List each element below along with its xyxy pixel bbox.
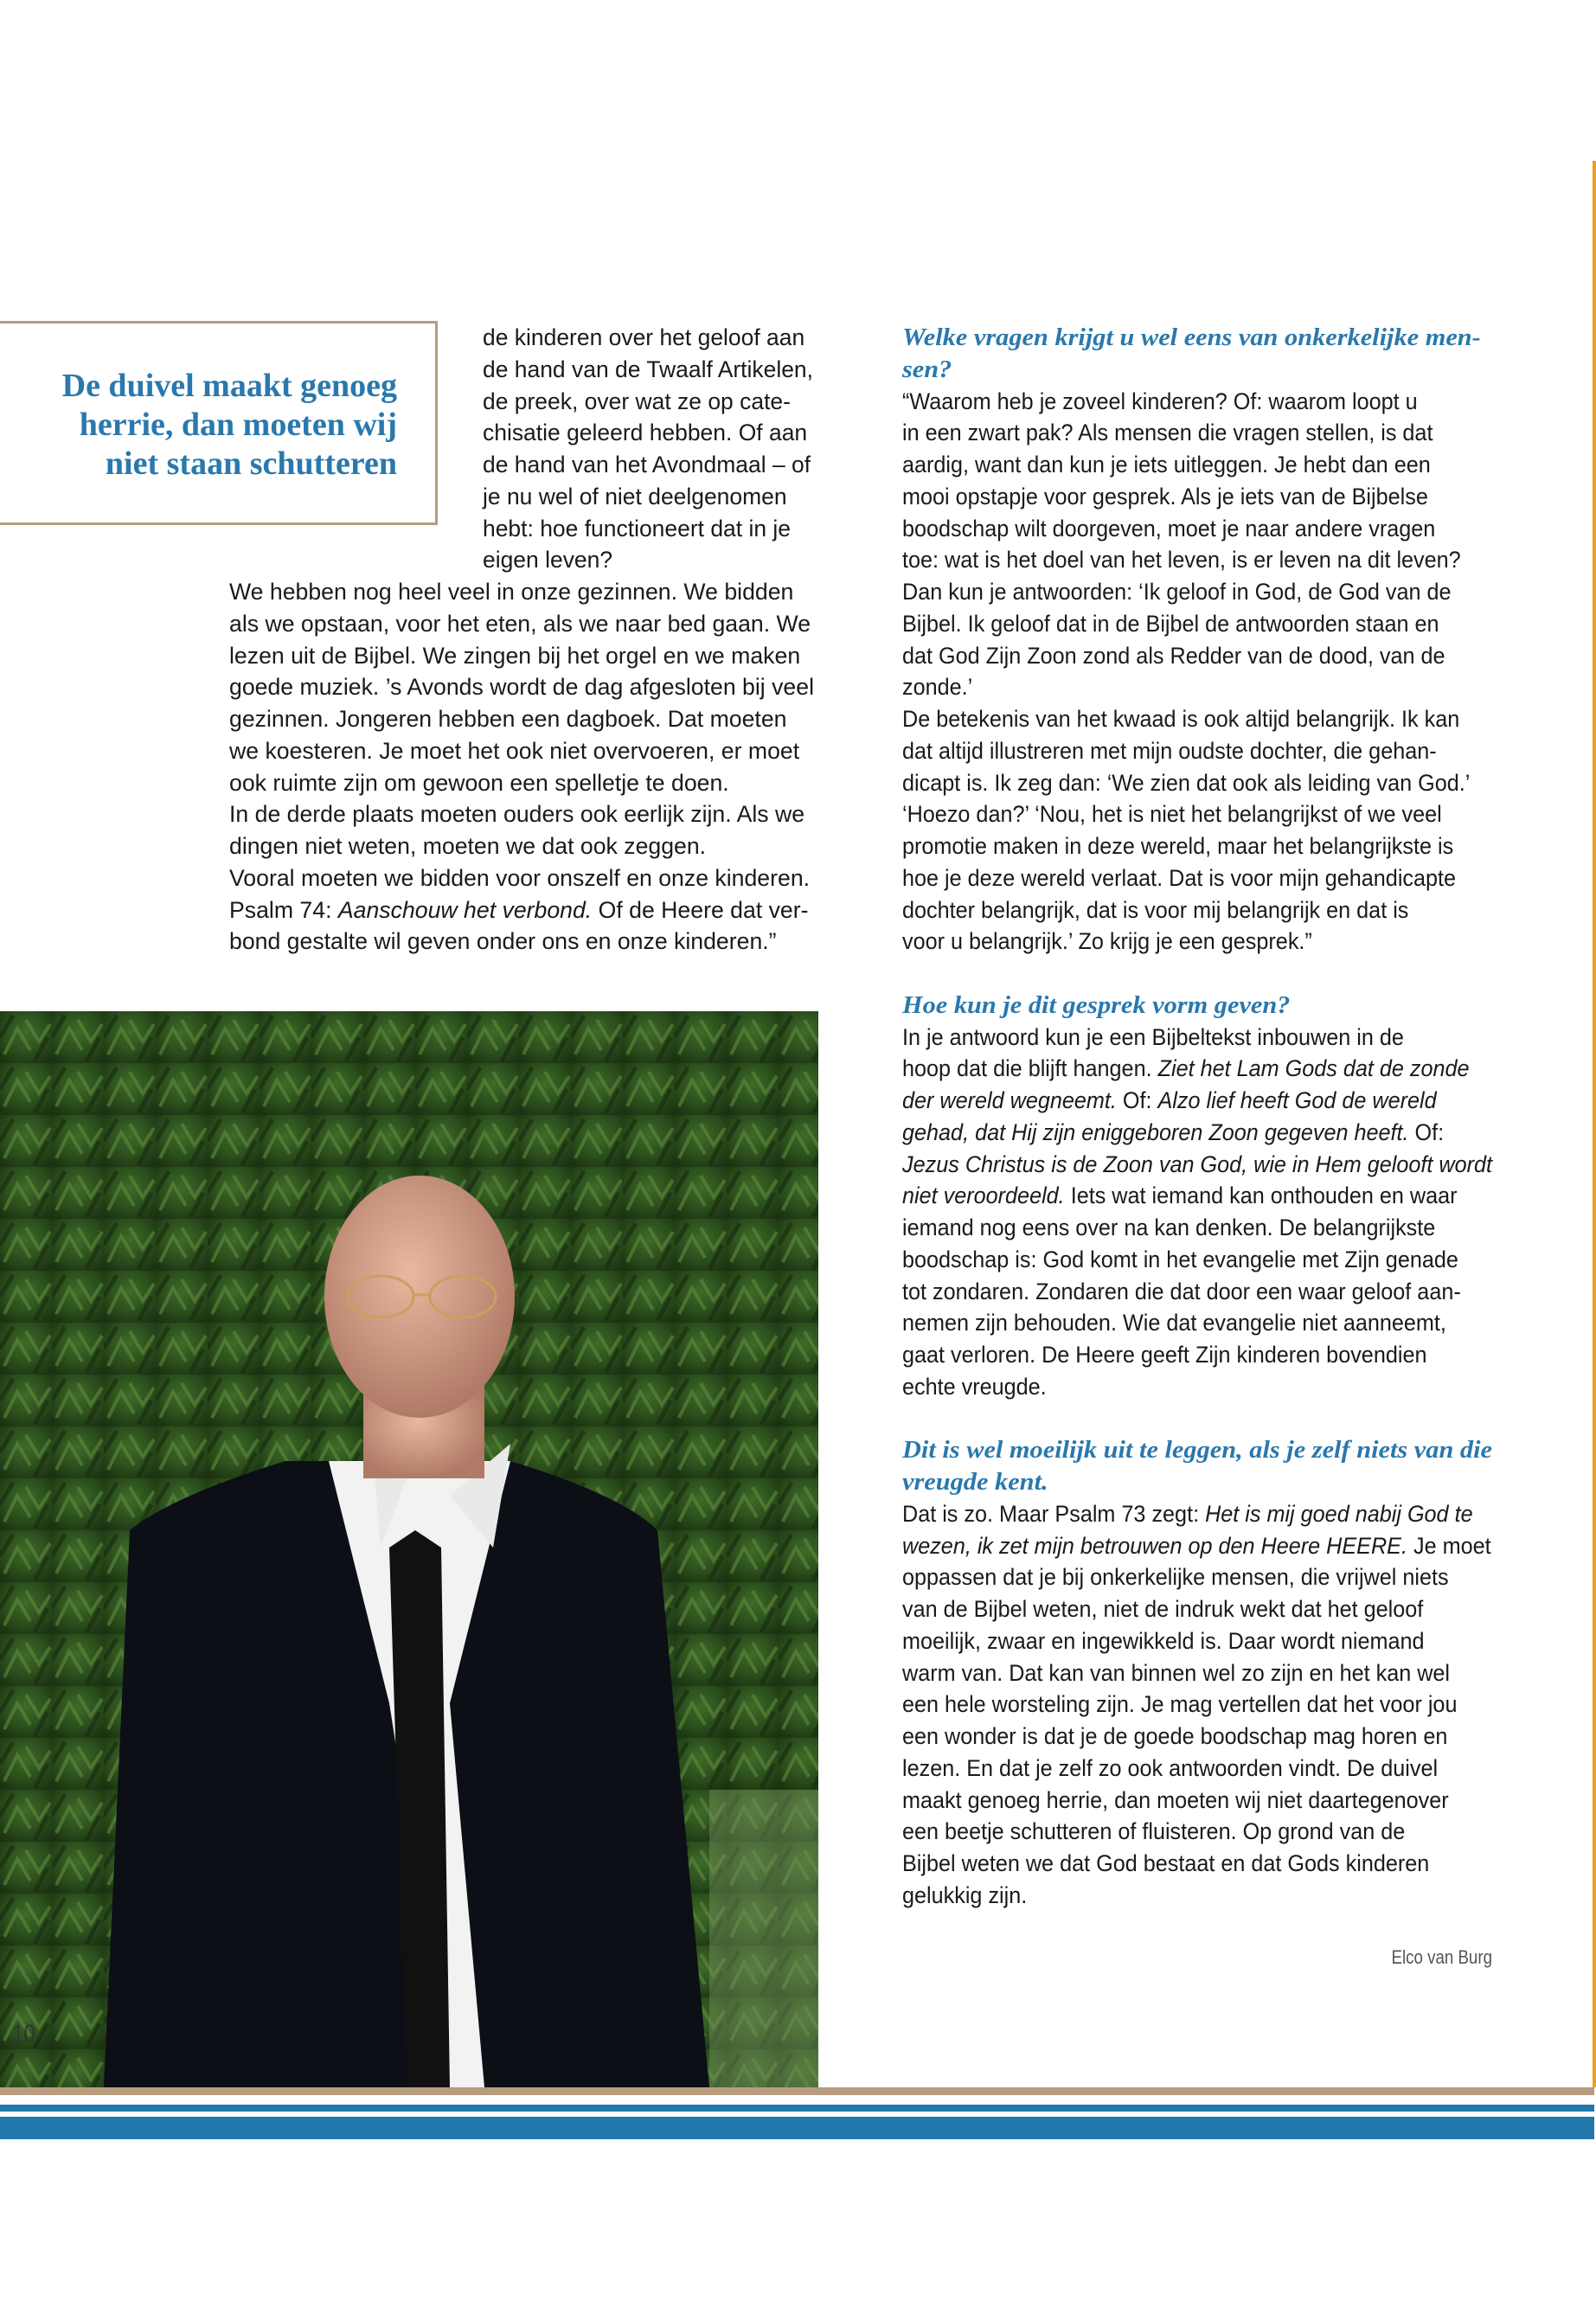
line-content xyxy=(902,1880,1027,1912)
text-run: bond gestalte wil geven onder ons en onze kinderen.” xyxy=(229,928,777,955)
line-content xyxy=(902,1022,1404,1054)
text-line xyxy=(902,1149,1535,1181)
text-line xyxy=(902,1339,1535,1371)
text-line xyxy=(902,640,1535,672)
line-content xyxy=(902,1753,1438,1785)
line-content xyxy=(902,354,952,386)
line-content xyxy=(902,322,1481,354)
line-content xyxy=(902,1657,1450,1689)
text-run: de preek, over wat ze op cate- xyxy=(483,388,791,414)
text-run: Psalm 74: xyxy=(229,896,338,923)
line-content xyxy=(229,894,809,926)
text-run: dat altijd illustreren met mijn oudste dochter, die gehan- xyxy=(902,737,1437,764)
text-line xyxy=(902,1022,1535,1054)
text-line xyxy=(902,1498,1535,1530)
text-run: In de derde plaats moeten ouders ook eerlijk zijn. Als we xyxy=(229,801,805,828)
text-run: Dit is wel moeilijk uit te leggen, als je zelf niets van die xyxy=(902,1436,1492,1465)
line-content xyxy=(902,1466,1048,1498)
text-line xyxy=(902,1753,1535,1785)
text-run: ook ruimte zijn om gewoon een spelletje te doen. xyxy=(229,769,729,796)
text-line xyxy=(902,386,1535,418)
pull-quote-box xyxy=(0,321,438,525)
line-content xyxy=(902,544,1461,576)
line-content xyxy=(483,417,807,449)
italic-text-run: Alzo lief heeft God de wereld xyxy=(1157,1087,1437,1113)
blue-footer-stripe xyxy=(0,2105,1594,2112)
pull-quote-line: De duivel maakt genoeg xyxy=(61,368,397,404)
text-run: boodschap is: God komt in het evangelie met Zijn genade xyxy=(902,1246,1458,1272)
text-run: nemen zijn behouden. Wie dat evangelie niet aanneemt, xyxy=(902,1310,1446,1336)
left-column-bottom-text xyxy=(229,576,822,958)
italic-text-run: Het is mij goed nabij God te xyxy=(1205,1500,1473,1527)
line-content xyxy=(902,1244,1458,1276)
line-content xyxy=(902,1371,1047,1403)
text-line xyxy=(902,1180,1535,1212)
text-line xyxy=(902,1657,1535,1689)
text-line xyxy=(483,449,820,481)
line-content xyxy=(902,1625,1425,1657)
line-content xyxy=(902,1530,1491,1562)
line-content xyxy=(229,576,793,608)
text-line xyxy=(229,894,822,926)
text-run: we koesteren. Je moet het ook niet overvoeren, er moet xyxy=(229,737,800,764)
line-content xyxy=(902,926,1312,958)
text-run: als we opstaan, voor het eten, als we naar bed gaan. We xyxy=(229,610,811,637)
text-line xyxy=(229,640,822,672)
text-run: Hoe kun je dit gesprek vorm geven? xyxy=(902,990,1291,1019)
section-heading-line xyxy=(902,1434,1535,1466)
text-line xyxy=(902,735,1535,767)
text-line xyxy=(902,1816,1535,1848)
tan-footer-band xyxy=(0,2087,1594,2095)
text-line xyxy=(902,1561,1535,1593)
text-line xyxy=(902,1593,1535,1625)
text-run: Je moet xyxy=(1407,1532,1491,1559)
italic-text-run: der wereld wegneemt. xyxy=(902,1087,1117,1113)
text-run: de hand van de Twaalf Artikelen, xyxy=(483,356,813,382)
line-content xyxy=(902,1053,1470,1085)
text-line xyxy=(902,798,1535,830)
text-run: Iets wat iemand kan onthouden en waar xyxy=(1064,1183,1458,1209)
text-run: promotie maken in deze wereld, maar het belangrijkste is xyxy=(902,833,1454,859)
text-run: lezen uit de Bijbel. We zingen bij het orgel en we maken xyxy=(229,642,801,669)
text-line xyxy=(483,354,820,386)
text-run: Dat is zo. Maar Psalm 73 zegt: xyxy=(902,1500,1206,1527)
line-content xyxy=(902,608,1439,640)
text-run: van de Bijbel weten, niet de indruk wekt dat het geloof xyxy=(902,1596,1424,1622)
section-heading-line xyxy=(902,1466,1535,1498)
text-line xyxy=(902,862,1535,894)
text-line xyxy=(229,703,822,735)
text-run: ‘Hoezo dan?’ ‘Nou, het is niet het belangrijkst of we veel xyxy=(902,801,1442,828)
section-heading-line xyxy=(902,354,1535,386)
text-run: echte vreugde. xyxy=(902,1373,1047,1400)
text-run: lezen. En dat je zelf zo ook antwoorden vindt. De duivel xyxy=(902,1754,1439,1781)
line-content xyxy=(902,1117,1444,1149)
text-line xyxy=(902,1212,1535,1244)
line-content xyxy=(902,1816,1405,1848)
text-run: chisatie geleerd hebben. Of aan xyxy=(483,420,808,446)
text-run: Bijbel weten we dat God bestaat en dat Gods kinderen xyxy=(902,1850,1430,1876)
pull-quote-line: niet staan schutteren xyxy=(105,445,397,482)
text-run: dingen niet weten, moeten we dat ook zeggen. xyxy=(229,833,707,859)
line-content xyxy=(483,481,787,513)
line-content xyxy=(483,322,804,354)
text-run: dicapt is. Ik zeg dan: ‘We zien dat ook als leiding van God.’ xyxy=(902,769,1471,796)
line-content xyxy=(902,576,1452,608)
text-line xyxy=(902,576,1535,608)
text-line xyxy=(229,767,822,799)
line-content xyxy=(902,767,1470,799)
text-line xyxy=(229,798,822,830)
text-run: voor u belangrijk.’ Zo krijg je een gesprek.” xyxy=(902,928,1312,955)
line-content xyxy=(229,640,800,672)
line-content xyxy=(229,830,706,862)
text-line xyxy=(483,481,820,513)
text-line xyxy=(902,1848,1535,1880)
text-run: moeilijk, zwaar en ingewikkeld is. Daar wordt niemand xyxy=(902,1627,1425,1654)
text-run: de kinderen over het geloof aan xyxy=(483,324,805,350)
line-content xyxy=(483,513,791,545)
text-line xyxy=(902,894,1535,926)
text-line xyxy=(229,608,822,640)
line-content xyxy=(483,354,813,386)
text-line xyxy=(483,544,820,576)
italic-text-run: Jezus Christus is de Zoon van God, wie in Hem gelooft wordt xyxy=(902,1150,1492,1177)
text-line xyxy=(483,322,820,354)
text-run: Vooral moeten we bidden voor onszelf en onze kinderen. xyxy=(229,864,811,891)
text-line xyxy=(229,830,822,862)
line-content xyxy=(229,926,777,958)
text-run: eigen leven? xyxy=(483,547,613,574)
text-run: sen? xyxy=(902,355,952,383)
text-run: tot zondaren. Zondaren die dat door een waar geloof aan- xyxy=(902,1278,1461,1304)
text-line xyxy=(229,862,822,894)
text-line xyxy=(229,926,822,958)
text-line xyxy=(229,576,822,608)
text-run: oppassen dat je bij onkerkelijke mensen, die vrijwel niets xyxy=(902,1564,1449,1591)
line-content xyxy=(902,990,1290,1022)
right-column-text xyxy=(902,322,1535,1912)
text-line xyxy=(902,1085,1535,1117)
text-line xyxy=(902,608,1535,640)
line-content xyxy=(229,767,729,799)
text-line xyxy=(902,767,1535,799)
text-run: maakt genoeg herrie, dan moeten wij niet daartegenover xyxy=(902,1786,1449,1813)
page-edge-line xyxy=(1593,161,1596,2087)
line-content xyxy=(229,608,811,640)
text-run: Of: xyxy=(1408,1118,1445,1145)
text-line xyxy=(902,1880,1535,1912)
line-content xyxy=(902,798,1442,830)
text-run: “Waarom heb je zoveel kinderen? Of: waarom loopt u xyxy=(902,388,1418,414)
text-run: dochter belangrijk, dat is voor mij belangrijk en dat is xyxy=(902,896,1409,923)
text-line xyxy=(229,735,822,767)
text-run: je nu wel of niet deelgenomen xyxy=(483,483,787,510)
italic-text-run: Aanschouw het verbond. xyxy=(337,896,593,923)
line-content xyxy=(902,417,1433,449)
line-content xyxy=(902,1085,1437,1117)
text-line xyxy=(902,1721,1535,1753)
text-line xyxy=(902,1785,1535,1817)
line-content xyxy=(483,449,811,481)
line-content xyxy=(902,1339,1426,1371)
italic-text-run: Ziet het Lam Gods dat de zonde xyxy=(1157,1055,1470,1082)
text-run: Of: xyxy=(1116,1087,1158,1113)
text-run: een beetje schutteren of fluisteren. Op grond van de xyxy=(902,1818,1406,1845)
line-content xyxy=(902,386,1418,418)
line-content xyxy=(902,703,1459,735)
line-content xyxy=(902,513,1435,545)
text-run: gaat verloren. De Heere geeft Zijn kinderen bovendien xyxy=(902,1342,1427,1368)
text-line xyxy=(902,703,1535,735)
text-run: We hebben nog heel veel in onze gezinnen. We bidden xyxy=(229,579,794,605)
line-content xyxy=(902,1149,1492,1181)
text-line xyxy=(902,1689,1535,1721)
italic-text-run: niet veroordeeld. xyxy=(902,1183,1065,1209)
line-content xyxy=(902,830,1453,862)
text-run: mooi opstapje voor gesprek. Als je iets van de Bijbelse xyxy=(902,483,1428,510)
text-line xyxy=(902,1244,1535,1276)
section-heading-line xyxy=(902,322,1535,354)
text-line xyxy=(483,386,820,418)
line-content xyxy=(902,1180,1458,1212)
text-line xyxy=(902,1117,1535,1149)
blue-footer-band xyxy=(0,2117,1594,2139)
pull-quote xyxy=(62,367,397,484)
page-number: 10 xyxy=(12,2020,35,2048)
text-line xyxy=(902,1307,1535,1339)
italic-text-run: gehad, dat Hij zijn eniggeboren Zoon gegeven heeft. xyxy=(902,1118,1409,1145)
line-content xyxy=(902,735,1437,767)
text-run: De betekenis van het kwaad is ook altijd belangrijk. Ik kan xyxy=(902,706,1460,732)
italic-text-run: wezen, ik zet mijn betrouwen op den Heere HEERE. xyxy=(902,1532,1407,1559)
text-line xyxy=(483,417,820,449)
line-content xyxy=(229,862,810,894)
line-content xyxy=(902,1434,1492,1466)
text-run: Bijbel. Ik geloof dat in de Bijbel de antwoorden staan en xyxy=(902,610,1439,637)
text-run: gelukkig zijn. xyxy=(902,1881,1028,1908)
pull-quote-line: herrie, dan moeten wij xyxy=(79,407,397,443)
text-run: boodschap wilt doorgeven, moet je naar andere vragen xyxy=(902,515,1436,542)
line-content xyxy=(902,1498,1473,1530)
line-content xyxy=(483,386,791,418)
line-content xyxy=(902,1276,1461,1308)
line-content xyxy=(483,544,612,576)
line-content xyxy=(902,862,1456,894)
text-line xyxy=(902,1625,1535,1657)
line-content xyxy=(229,798,804,830)
portrait-photo xyxy=(0,1011,818,2087)
text-line xyxy=(483,513,820,545)
line-content xyxy=(229,671,814,703)
author-byline: Elco van Burg xyxy=(1391,1946,1492,1968)
text-run: Dan kun je antwoorden: ‘Ik geloof in God, de God van de xyxy=(902,579,1452,605)
line-content xyxy=(902,1593,1423,1625)
line-content xyxy=(902,1561,1449,1593)
line-content xyxy=(902,640,1445,672)
text-run: goede muziek. ’s Avonds wordt de dag afgesloten bij veel xyxy=(229,674,814,701)
line-content xyxy=(902,1721,1447,1753)
text-line xyxy=(902,1276,1535,1308)
text-line xyxy=(229,671,822,703)
line-content xyxy=(229,735,799,767)
text-run: hoop dat die blijft hangen. xyxy=(902,1055,1158,1082)
line-content xyxy=(902,1689,1457,1721)
line-content xyxy=(229,703,786,735)
text-line xyxy=(902,1053,1535,1085)
line-content xyxy=(902,1307,1446,1339)
text-line xyxy=(902,417,1535,449)
text-line xyxy=(902,671,1535,703)
text-run: Of de Heere dat ver- xyxy=(592,896,809,923)
text-run: In je antwoord kun je een Bijbeltekst inbouwen in de xyxy=(902,1023,1404,1050)
text-run: hoe je deze wereld verlaat. Dat is voor mijn gehandicapte xyxy=(902,864,1457,891)
line-content xyxy=(902,1848,1429,1880)
line-content xyxy=(902,671,972,703)
text-run: een wonder is dat je de goede boodschap mag horen en xyxy=(902,1723,1448,1749)
line-content xyxy=(902,1785,1449,1817)
text-run: warm van. Dat kan van binnen wel zo zijn en het kan wel xyxy=(902,1659,1451,1686)
text-line xyxy=(902,449,1535,481)
text-line xyxy=(902,544,1535,576)
text-run: in een zwart pak? Als mensen die vragen stellen, is dat xyxy=(902,420,1433,446)
text-run: dat God Zijn Zoon zond als Redder van de dood, van de xyxy=(902,642,1445,669)
text-run: Welke vragen krijgt u wel eens van onkerkelijke men- xyxy=(902,324,1481,351)
text-line xyxy=(902,481,1535,513)
left-column-top-text xyxy=(483,322,820,576)
text-run: zonde.’ xyxy=(902,674,973,701)
text-line xyxy=(902,1371,1535,1403)
text-line xyxy=(902,513,1535,545)
text-line xyxy=(902,830,1535,862)
text-run: hebt: hoe functioneert dat in je xyxy=(483,515,792,542)
text-line xyxy=(902,926,1535,958)
text-run: gezinnen. Jongeren hebben een dagboek. Dat moeten xyxy=(229,706,787,732)
text-run: aardig, want dan kun je iets uitleggen. Je hebt dan een xyxy=(902,452,1431,478)
line-content xyxy=(902,894,1408,926)
section-heading-line xyxy=(902,990,1535,1022)
line-content xyxy=(902,449,1431,481)
text-run: iemand nog eens over na kan denken. De belangrijkste xyxy=(902,1215,1436,1240)
text-run: vreugde kent. xyxy=(902,1468,1048,1496)
text-run: de hand van het Avondmaal – of xyxy=(483,452,811,478)
text-run: toe: wat is het doel van het leven, is er leven na dit leven? xyxy=(902,547,1461,574)
line-content xyxy=(902,481,1428,513)
text-run: een hele worsteling zijn. Je mag vertellen dat het voor jou xyxy=(902,1691,1458,1718)
text-line xyxy=(902,1530,1535,1562)
line-content xyxy=(902,1212,1435,1244)
